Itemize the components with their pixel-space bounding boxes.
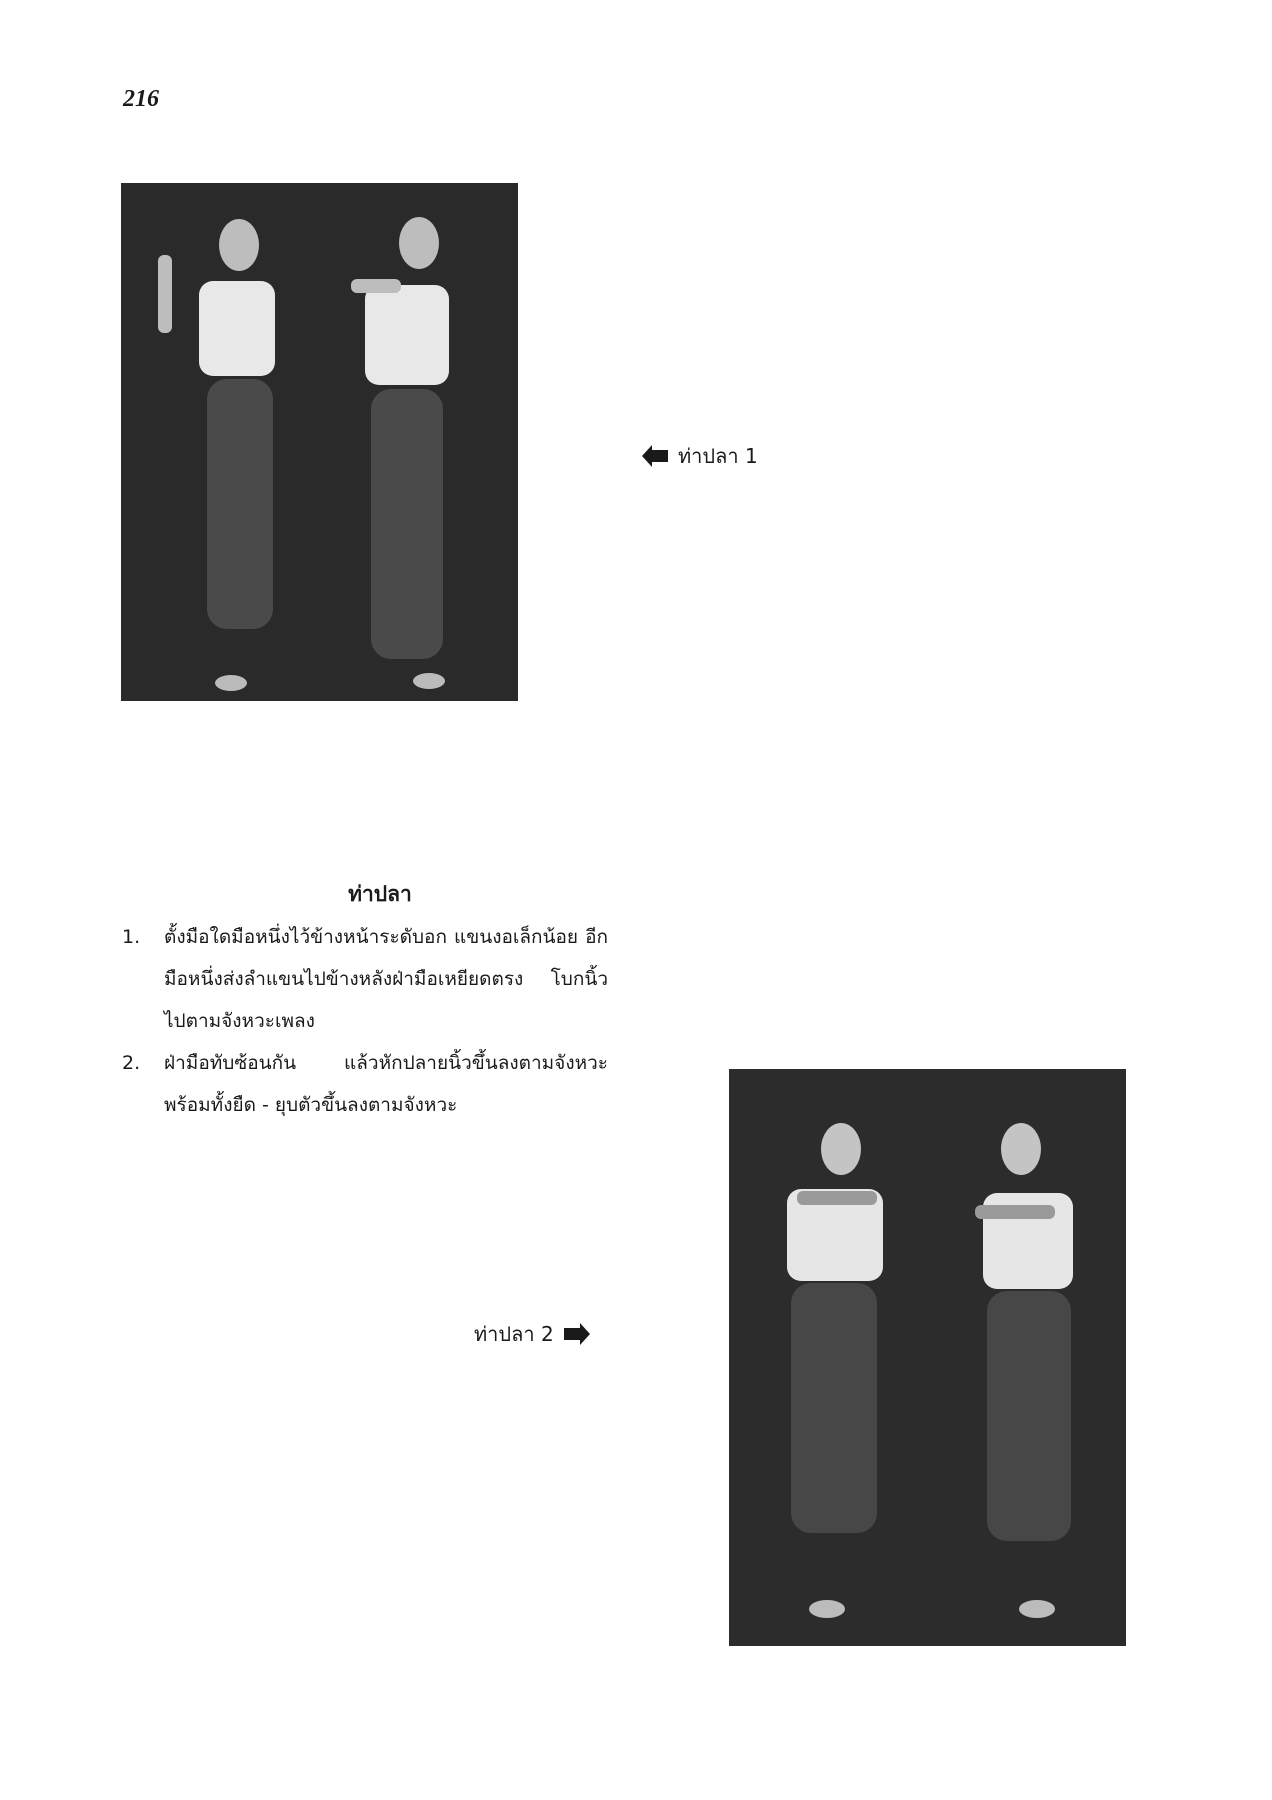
- page-number: 216: [123, 86, 159, 112]
- arrow-left-icon: [642, 445, 668, 467]
- step-text: ตั้งมือใดมือหนึ่งไว้ข้างหน้าระดับอก แขนงอเล็กน้อย อีกมือหนึ่งส่งลำแขนไปข้างหลังฝ่ามือเหยียดตรง โบกนิ้วไปตามจังหวะเพลง: [164, 926, 608, 1032]
- arrow-right-icon: [564, 1323, 590, 1345]
- step-number: 2.: [122, 1052, 141, 1074]
- list-item: [122, 916, 608, 1042]
- figure-caption-1: [642, 440, 758, 472]
- step-number: 1.: [122, 926, 141, 948]
- section-title: ท่าปลา: [348, 881, 412, 906]
- step-text: ฝ่ามือทับซ้อนกัน แล้วหักปลายนิ้วขึ้นลงตามจังหวะ พร้อมทั้งยืด - ยุบตัวขึ้นลงตามจังหวะ: [164, 1052, 608, 1116]
- caption-text: ท่าปลา 1: [678, 444, 758, 468]
- figure-caption-2: [474, 1318, 590, 1350]
- dancers-photo-1: [121, 183, 518, 701]
- caption-text: ท่าปลา 2: [474, 1322, 554, 1346]
- list-item: [122, 1042, 608, 1126]
- steps-list: [122, 916, 608, 1126]
- dancers-photo-2: [729, 1069, 1126, 1646]
